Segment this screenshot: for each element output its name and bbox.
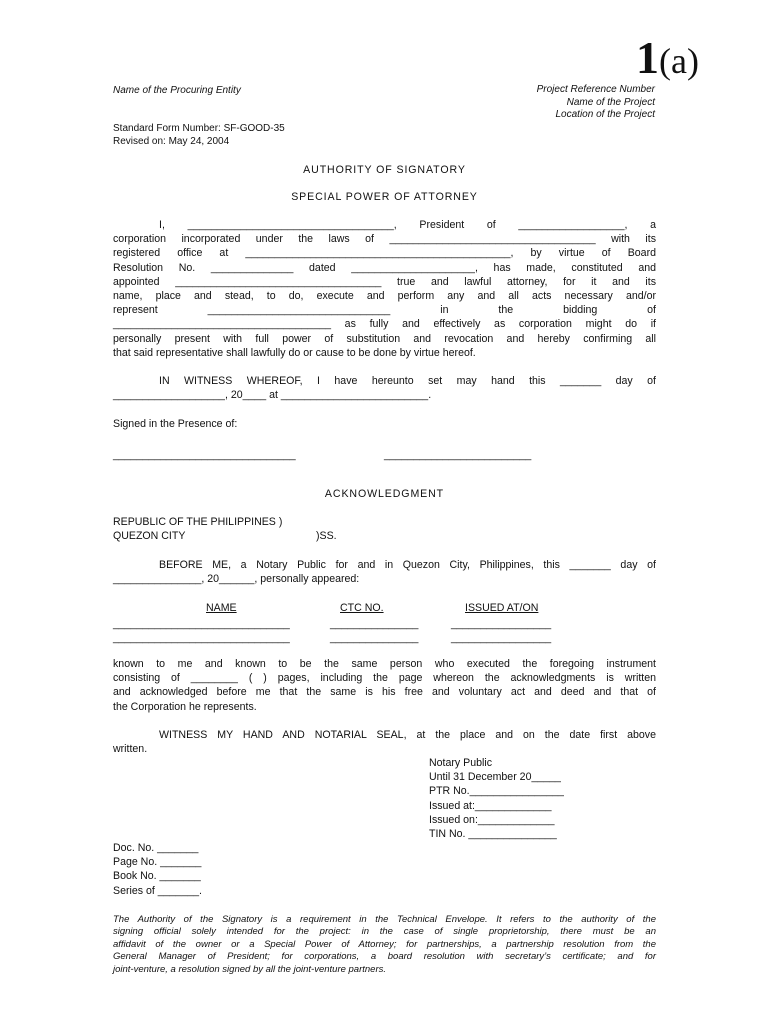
form-number-info: [113, 122, 285, 148]
witness-hand-line: written.: [113, 743, 148, 756]
body-line: that said representative shall lawfully do or cause to be done by virtue hereof.: [113, 346, 476, 359]
footnote-line: General Manager of President; for corporations, a board resolution with secretary’s certificate; and for: [113, 951, 656, 963]
body-line: personally present with full power of substitution and revocation and hereby confirming all: [113, 332, 656, 345]
footnote-line: The Authority of the Signatory is a requirement in the Technical Envelope. It refers to the authority of the: [113, 914, 656, 925]
body-line: appointed ___________________________________ true and lawful attorney, for it and its: [113, 275, 656, 288]
document-title: AUTHORITY OF SIGNATORY: [303, 164, 466, 176]
form-number: [636, 30, 736, 89]
known-line: and acknowledged before me that the same is his free and voluntary act and deed and that of: [113, 686, 656, 699]
book-number: Book No. _______: [113, 870, 201, 883]
notary-until: Until 31 December 20_____: [429, 771, 561, 784]
body-line: Resolution No. ______________ dated _____________________, has made, constituted and: [113, 261, 656, 274]
body-line: I, ___________________________________, President of __________________, a: [159, 219, 656, 231]
name-blank: ______________________________: [113, 618, 290, 630]
notary-ptr: PTR No.________________: [429, 785, 564, 798]
body-line: represent _______________________________ in the bidding of: [113, 304, 656, 317]
footnote-line: affidavit of the owner or a Special Power of Attorney; for partnerships, a partnership resolution from the: [113, 938, 656, 950]
before-me-line: _______________, 20______, personally appeared:: [113, 573, 360, 586]
project-info-block: [400, 84, 655, 122]
issued-blank: _________________: [451, 618, 552, 630]
witness-line: ___________________, 20____ at _________________________.: [113, 389, 432, 402]
page-number: Page No. _______: [113, 856, 202, 869]
witness-signature-line-2: _________________________: [384, 449, 532, 461]
before-me-paragraph: [113, 558, 656, 586]
column-header-name: NAME: [206, 602, 237, 614]
footnote-line: joint-venture, a resolution signed by all the joint-venture partners.: [113, 963, 387, 975]
venue-block: [113, 515, 282, 543]
power-of-attorney-paragraph: [113, 218, 656, 360]
revised-date: Revised on: May 24, 2004: [113, 136, 230, 147]
project-name-label: Name of the Project: [566, 96, 655, 108]
form-number-digit: 1: [636, 32, 659, 83]
project-location-label: Location of the Project: [555, 109, 655, 120]
notary-issued-on: Issued on:_____________: [429, 813, 555, 826]
body-line: registered office at _____________________________________________, by virtue of Board: [113, 247, 656, 260]
venue-city: QUEZON CITY: [113, 530, 186, 543]
witness-signature-line-1: _______________________________: [113, 449, 296, 461]
issued-blank: _________________: [451, 632, 552, 644]
series-number: Series of _______.: [113, 884, 202, 897]
body-line: name, place and stead, to do, execute and perform any and all acts necessary and/or: [113, 290, 656, 303]
notary-tin: TIN No. _______________: [429, 828, 557, 841]
ctc-blank: _______________: [330, 632, 419, 644]
ctc-blank: _______________: [330, 618, 419, 630]
signed-presence-label: Signed in the Presence of:: [113, 418, 238, 430]
notary-issued-at: Issued at:_____________: [429, 799, 552, 812]
name-blank: ______________________________: [113, 632, 290, 644]
notary-block: [429, 756, 564, 841]
document-subtitle: SPECIAL POWER OF ATTORNEY: [291, 191, 478, 203]
acknowledgment-title: ACKNOWLEDGMENT: [324, 488, 445, 500]
notary-public-label: Notary Public: [429, 757, 492, 769]
witness-hand-line: WITNESS MY HAND AND NOTARIAL SEAL, at the place and on the date first above: [159, 729, 656, 741]
standard-form-number: Standard Form Number: SF-GOOD-35: [113, 123, 285, 134]
venue-republic: REPUBLIC OF THE PHILIPPINES ): [113, 516, 283, 528]
body-line: _____________________________________ as fully and effectively as corporation might do if: [113, 318, 656, 331]
project-reference-label: Project Reference Number: [536, 84, 655, 95]
procuring-entity-label: Name of the Procuring Entity: [113, 85, 241, 96]
form-number-suffix: (a): [659, 41, 699, 81]
column-header-ctc: CTC NO.: [340, 602, 384, 614]
known-line: known to me and known to be the same person who executed the foregoing instrument: [113, 658, 656, 670]
column-header-issued: ISSUED AT/ON: [465, 602, 539, 614]
footnote-line: signing official solely intended for the project: in the case of single proprietorship, there must be an: [113, 926, 656, 938]
witness-hand-paragraph: [113, 728, 656, 756]
venue-ss: )SS.: [316, 530, 337, 542]
witness-line: IN WITNESS WHEREOF, I have hereunto set may hand this _______ day of: [159, 375, 656, 387]
known-line: the Corporation he represents.: [113, 700, 257, 713]
known-paragraph: [113, 657, 656, 714]
witness-paragraph: [113, 374, 656, 402]
footnote: [113, 914, 656, 976]
before-me-line: BEFORE ME, a Notary Public for and in Quezon City, Philippines, this _______ day of: [159, 559, 656, 571]
doc-number: Doc. No. _______: [113, 842, 199, 854]
document-register-info: [113, 841, 202, 898]
body-line: corporation incorporated under the laws of ___________________________________ with its: [113, 233, 656, 246]
known-line: consisting of ________ ( ) pages, including the page whereon the acknowledgments is written: [113, 672, 656, 685]
